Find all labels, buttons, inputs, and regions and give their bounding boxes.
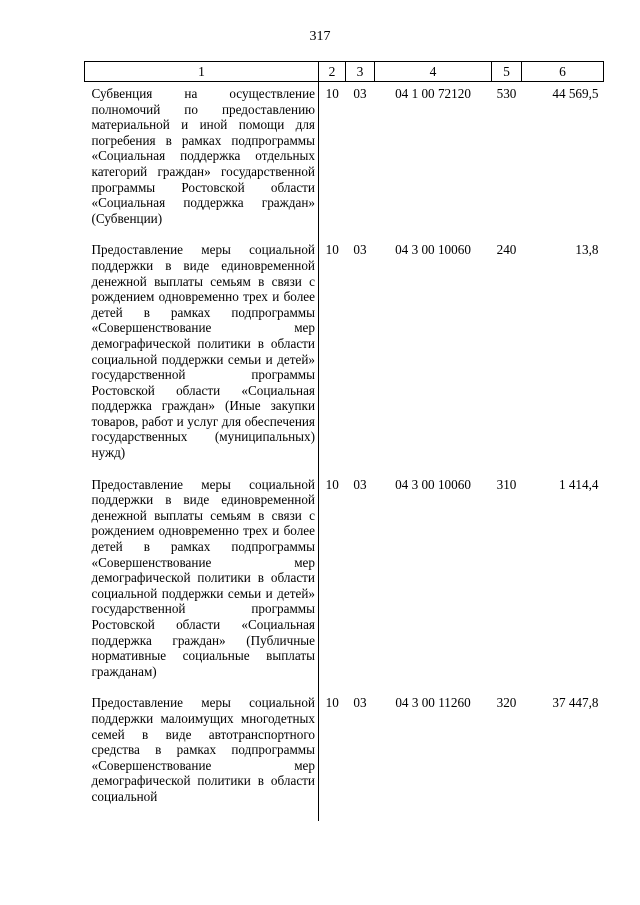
row-target-article: 04 3 00 10060 xyxy=(395,476,471,492)
row-amount: 44 569,5 xyxy=(552,86,599,101)
row-description: Субвенция на осуществление полномочий по предоставлению материальной и иной помощи для погребения в рамках подпрограммы «Социальная поддержка отдельных категорий граждан» государственной программы Ростовской области «Социальная поддержка граждан» (Субвенции) xyxy=(85,82,319,243)
budget-table xyxy=(84,61,604,821)
table-row xyxy=(85,242,604,476)
header-col-5: 5 xyxy=(492,62,522,82)
row-subsection: 03 xyxy=(353,242,367,258)
row-expense-type: 310 xyxy=(496,476,517,492)
table-header-row xyxy=(85,62,604,82)
table-row xyxy=(85,477,604,696)
row-section: 10 xyxy=(325,86,339,101)
row-description: Предоставление меры социальной поддержки малоимущих многодетных семей в виде автотранспортного средства в рамках подпрограммы «Совершенствование мер демографической политики в области социальной xyxy=(85,695,319,820)
row-description: Предоставление меры социальной поддержки в виде единовременной денежной выплаты семьям в связи с рождением одновременно трех и более детей в рамках подпрограммы «Совершенствование мер демографической политики в области социальной поддержки семьи и детей» государственной программы Ростовской области «Социальная поддержка граждан» (Иные закупки товаров, работ и услуг для обеспечения государственных (муниципальных) нужд) xyxy=(85,242,319,476)
row-section: 10 xyxy=(325,476,339,492)
row-subsection: 03 xyxy=(353,476,367,492)
row-amount: 1 414,4 xyxy=(558,476,599,492)
header-col-6: 6 xyxy=(522,62,604,82)
table-row xyxy=(85,82,604,243)
header-col-1: 1 xyxy=(85,62,319,82)
row-expense-type: 530 xyxy=(496,86,517,101)
table-row xyxy=(85,695,604,820)
row-target-article: 04 1 00 72120 xyxy=(395,86,471,101)
row-expense-type: 320 xyxy=(496,695,517,711)
row-amount: 37 447,8 xyxy=(552,695,599,711)
header-col-2: 2 xyxy=(319,62,346,82)
row-description: Предоставление меры социальной поддержки в виде единовременной денежной выплаты семьям в связи с рождением одновременно трех и более детей в рамках подпрограммы «Совершенствование мер демографической политики в области социальной поддержки семьи и детей» государственной программы Ростовской области «Социальная поддержка граждан» (Публичные нормативные социальные выплаты гражданам) xyxy=(85,477,319,696)
row-subsection: 03 xyxy=(353,86,367,101)
row-subsection: 03 xyxy=(353,695,367,711)
row-target-article: 04 3 00 11260 xyxy=(395,695,471,711)
row-section: 10 xyxy=(325,242,339,258)
row-section: 10 xyxy=(325,695,339,711)
row-target-article: 04 3 00 10060 xyxy=(395,242,471,258)
row-amount: 13,8 xyxy=(575,242,599,258)
header-col-3: 3 xyxy=(346,62,375,82)
row-expense-type: 240 xyxy=(496,242,517,258)
page-number: 317 xyxy=(309,29,331,44)
header-col-4: 4 xyxy=(375,62,492,82)
